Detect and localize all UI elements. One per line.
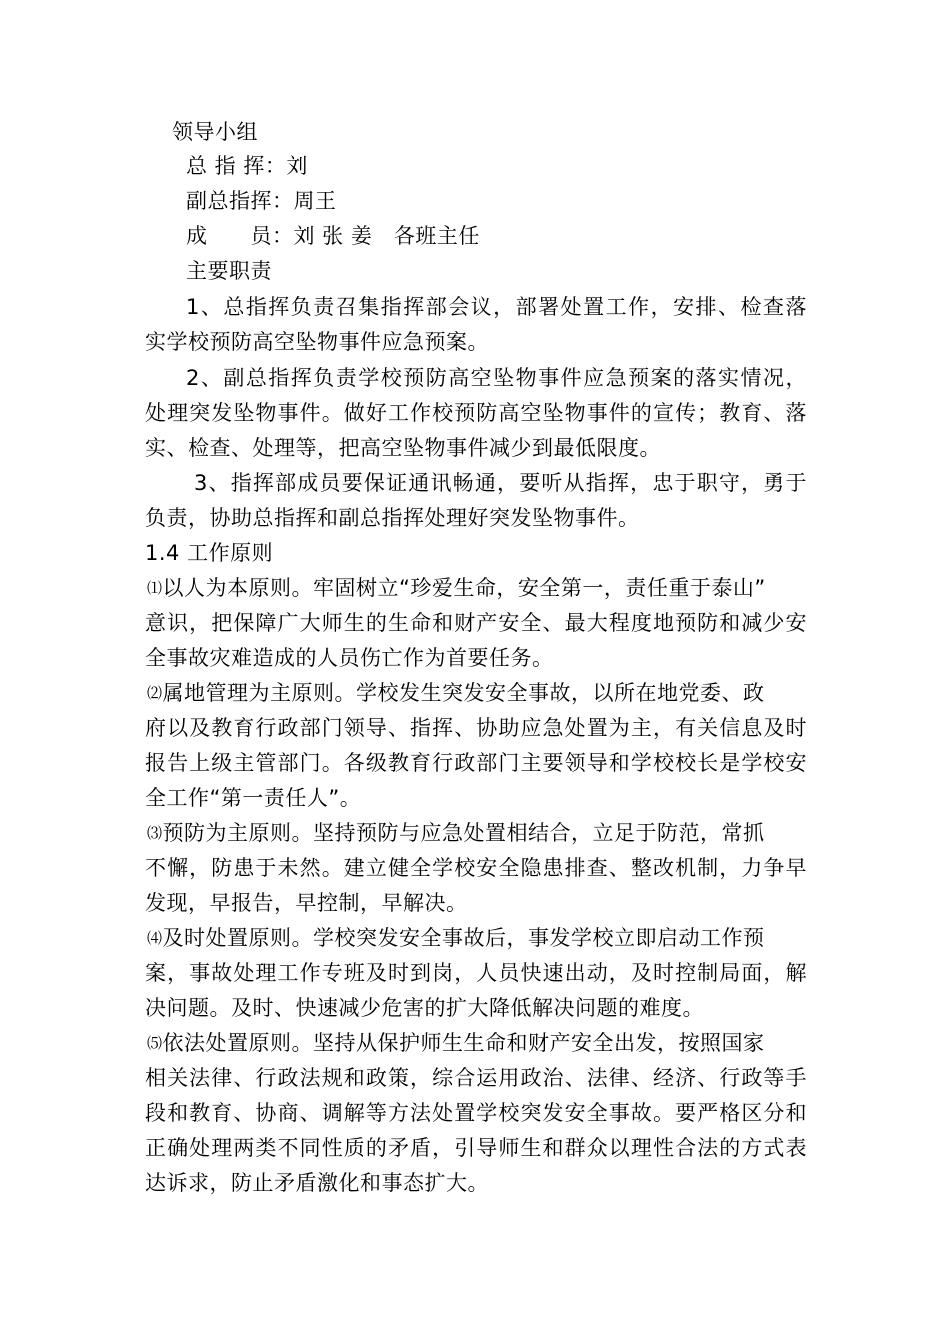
principle-1-line-2: 意识，把保障广大师生的生命和财产安全、最大程度地预防和减少安 [145,611,807,635]
principle-5-marker: ⑸ [147,1034,163,1052]
principle-4-line-3: 决问题。及时、快速减少危害的扩大降低解决问题的难度。 [145,996,704,1020]
principle-4-marker: ⑷ [147,929,163,947]
principle-5-text: 依法处置原则。坚持从保护师生生命和财产安全出发，按照国家 [162,1031,765,1055]
principle-5-line-4: 正确处理两类不同性质的矛盾，引导师生和群众以理性合法的方式表 [145,1136,807,1160]
principle-3-text: 预防为主原则。坚持预防与应急处置相结合，立足于防范，常抓 [162,821,765,845]
duty-2-line-1: 2、副总指挥负责学校预防高空坠物事件应急预案的落实情况， [186,366,807,390]
principle-5-line-1 [147,1030,807,1056]
duty-3-line-1: 3、指挥部成员要保证通讯畅通，要听从指挥，忠于职守，勇于 [194,471,807,495]
principle-4-text: 及时处置原则。学校突发安全事故后，事发学校立即启动工作预 [162,926,765,950]
members-line: 成 员：刘 张 姜 各班主任 [186,224,480,248]
principle-3-line-2: 不懈，防患于未然。建立健全学校安全隐患排查、整改机制，力争早 [145,856,807,880]
duty-2-line-3: 实、检查、处理等，把高空坠物事件减少到最低限度。 [145,436,661,460]
duties-heading: 主要职责 [186,259,272,283]
principle-4-line-1 [147,925,807,951]
principle-5-line-5: 达诉求，防止矛盾激化和事态扩大。 [145,1171,489,1195]
principles-heading: 1.4 工作原则 [145,541,274,565]
deputy-commander-line: 副总指挥：周王 [186,189,337,213]
principle-1-text: 以人为本原则。牢固树立“珍爱生命，安全第一，责任重于泰山” [162,576,766,600]
principle-2-text: 属地管理为主原则。学校发生突发安全事故，以所在地党委、政 [162,681,765,705]
duty-3-line-2: 负责，协助总指挥和副总指挥处理好突发坠物事件。 [145,506,640,530]
commander-line: 总 指 挥：刘 [186,154,308,178]
duty-2-line-2: 处理突发坠物事件。做好工作校预防高空坠物事件的宣传；教育、落 [145,401,807,425]
principle-1-line-1 [147,575,807,601]
principle-5-line-2: 相关法律、行政法规和政策，综合运用政治、法律、经济、行政等手 [145,1066,807,1090]
principle-3-line-1 [147,820,807,846]
principle-2-line-3: 报告上级主管部门。各级教育行政部门主要领导和学校校长是学校安 [145,751,807,775]
principle-5-line-3: 段和教育、协商、调解等方法处置学校突发安全事故。要严格区分和 [145,1101,807,1125]
principle-1-marker: ⑴ [147,579,163,597]
duty-1-line-2: 实学校预防高空坠物事件应急预案。 [145,330,489,354]
principle-2-line-1 [147,680,807,706]
principle-4-line-2: 案，事故处理工作专班及时到岗，人员快速出动，及时控制局面，解 [145,961,807,985]
duty-1-line-1: 1、总指挥负责召集指挥部会议，部署处置工作，安排、检查落 [186,295,807,319]
principle-1-line-3: 全事故灾难造成的人员伤亡作为首要任务。 [145,646,554,670]
principle-2-marker: ⑵ [147,684,163,702]
principle-2-line-4: 全工作“第一责任人”。 [145,786,362,810]
principle-2-line-2: 府以及教育行政部门领导、指挥、协助应急处置为主，有关信息及时 [145,716,807,740]
principle-3-line-3: 发现，早报告，早控制，早解决。 [145,891,468,915]
principle-3-marker: ⑶ [147,824,163,842]
leadership-heading: 领导小组 [172,120,258,144]
